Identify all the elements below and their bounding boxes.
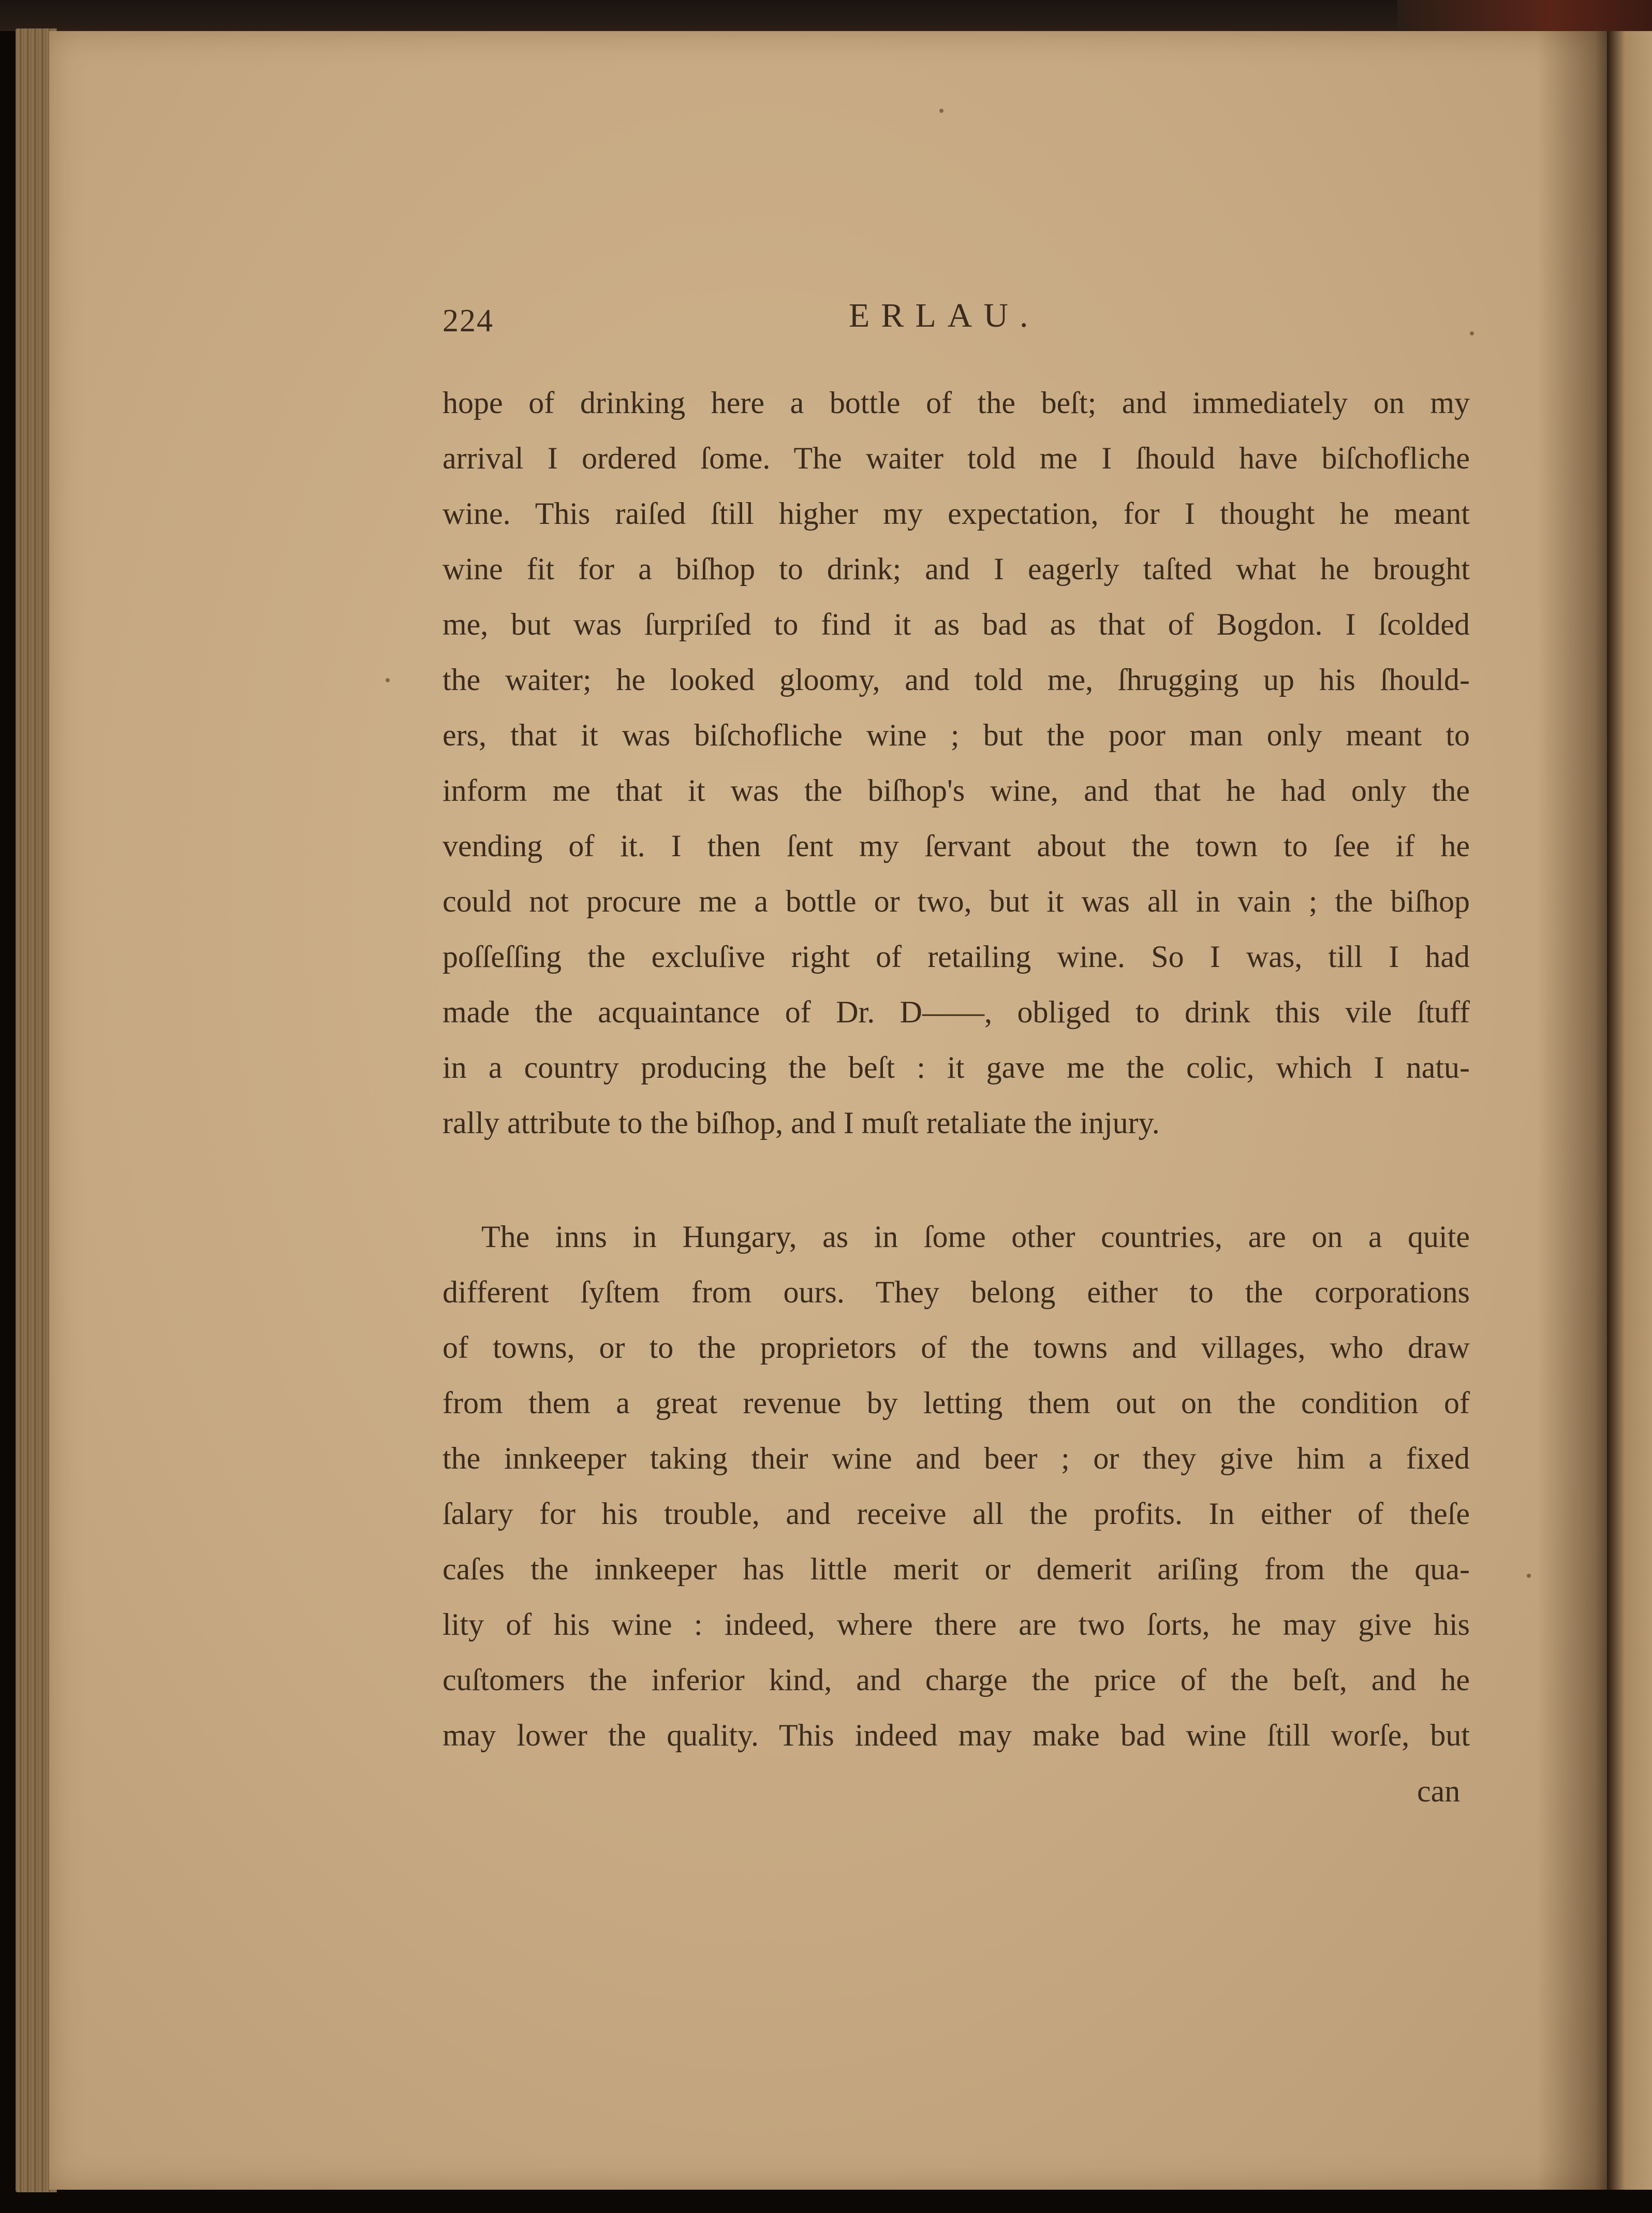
text-line: of towns, or to the proprietors of the towns and villages, who draw xyxy=(443,1330,1470,1365)
text-line: ers, that it was biſchofliche wine ; but the poor man only meant to xyxy=(443,718,1470,752)
body-text xyxy=(443,375,1470,1763)
facing-page-edge xyxy=(1607,31,1652,2190)
foxing-speck xyxy=(386,678,390,682)
foxing-speck xyxy=(939,109,943,113)
text-line: lity of his wine : indeed, where there are two ſorts, he may give his xyxy=(443,1607,1470,1642)
text-line: rally attribute to the biſhop, and I muſt retaliate the injury. xyxy=(443,1106,1160,1140)
text-line: me, but was ſurpriſed to find it as bad as that of Bogdon. I ſcolded xyxy=(443,607,1470,641)
foxing-speck xyxy=(1470,331,1474,335)
foxing-speck xyxy=(1527,1574,1531,1578)
text-line: ſalary for his trouble, and receive all the profits. In either of theſe xyxy=(443,1497,1470,1531)
paragraph-break xyxy=(443,1151,1470,1209)
page-number: 224 xyxy=(443,303,494,339)
text-line: poſſeſſing the excluſive right of retailing wine. So I was, till I had xyxy=(443,940,1470,974)
text-line: may lower the quality. This indeed may make bad wine ſtill worſe, but xyxy=(443,1718,1470,1752)
catchword: can xyxy=(1417,1774,1461,1808)
text-line: wine fit for a biſhop to drink; and I eagerly taſted what he brought xyxy=(443,552,1470,586)
text-line: The inns in Hungary, as in ſome other countries, are on a quite xyxy=(481,1220,1470,1254)
text-line: caſes the innkeeper has little merit or demerit ariſing from the qua- xyxy=(443,1552,1470,1586)
text-line: arrival I ordered ſome. The waiter told me I ſhould have biſchofliche xyxy=(443,441,1470,475)
text-line: made the acquaintance of Dr. D——, obliged to drink this vile ſtuff xyxy=(443,995,1470,1029)
running-head-title: ERLAU. xyxy=(849,297,1040,334)
text-line: the waiter; he looked gloomy, and told me, ſhrugging up his ſhould- xyxy=(443,663,1470,697)
text-line: wine. This raiſed ſtill higher my expectation, for I thought he meant xyxy=(443,496,1470,531)
text-line: cuſtomers the inferior kind, and charge the price of the beſt, and he xyxy=(443,1663,1470,1697)
text-line: hope of drinking here a bottle of the beſt; and immediately on my xyxy=(443,386,1470,420)
text-line: vending of it. I then ſent my ſervant about the town to ſee if he xyxy=(443,829,1470,863)
text-line: in a country producing the beſt : it gave me the colic, which I natu- xyxy=(443,1050,1470,1084)
text-line: different ſyſtem from ours. They belong either to the corporations xyxy=(443,1275,1470,1309)
text-line: could not procure me a bottle or two, but it was all in vain ; the biſhop xyxy=(443,884,1470,918)
text-line: from them a great revenue by letting them out on the condition of xyxy=(443,1386,1470,1420)
text-line: the innkeeper taking their wine and beer ; or they give him a fixed xyxy=(443,1441,1470,1475)
text-line: inform me that it was the biſhop's wine, and that he had only the xyxy=(443,773,1470,808)
